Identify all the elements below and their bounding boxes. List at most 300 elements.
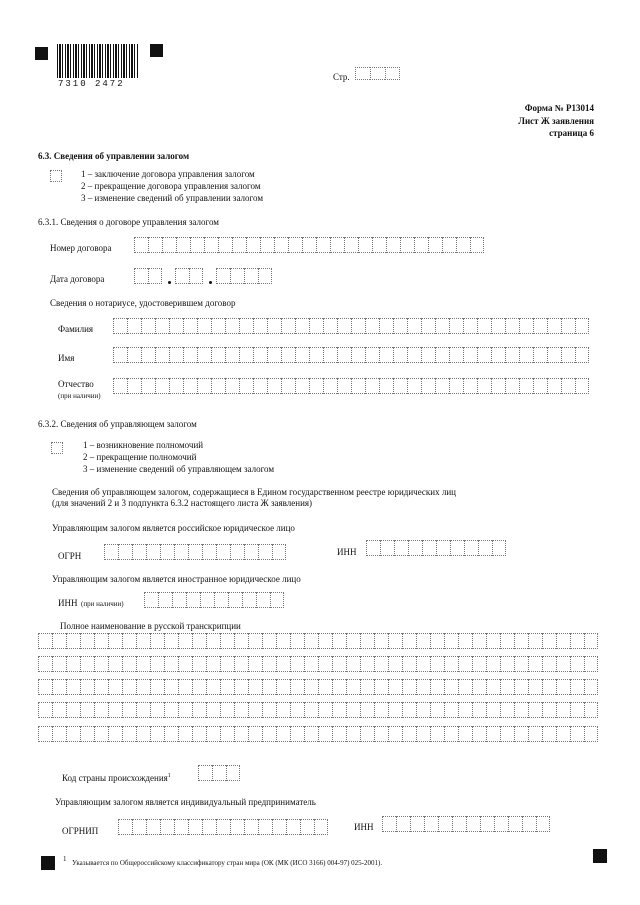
char-cell[interactable] — [272, 819, 286, 835]
char-cell[interactable] — [288, 237, 302, 253]
char-cell[interactable] — [393, 347, 407, 363]
char-cell[interactable] — [358, 237, 372, 253]
char-cell[interactable] — [360, 633, 374, 649]
char-cell[interactable] — [393, 378, 407, 394]
char-cell[interactable] — [262, 702, 276, 718]
page-number-cells[interactable] — [355, 67, 400, 80]
char-cell[interactable] — [533, 347, 547, 363]
char-cell[interactable] — [575, 378, 589, 394]
char-cell[interactable] — [505, 378, 519, 394]
char-cell[interactable] — [127, 378, 141, 394]
char-cell[interactable] — [365, 378, 379, 394]
char-cell[interactable] — [132, 544, 146, 560]
char-cell[interactable] — [449, 318, 463, 334]
char-cell[interactable] — [360, 726, 374, 742]
char-cell[interactable] — [500, 702, 514, 718]
char-cell[interactable] — [491, 378, 505, 394]
char-cell[interactable] — [570, 679, 584, 695]
char-cell[interactable] — [188, 819, 202, 835]
char-cell[interactable] — [388, 633, 402, 649]
char-cell[interactable] — [94, 702, 108, 718]
char-cell[interactable] — [276, 702, 290, 718]
char-cell[interactable] — [206, 656, 220, 672]
char-cell[interactable] — [386, 237, 400, 253]
char-cell[interactable] — [262, 679, 276, 695]
char-cell[interactable] — [366, 540, 380, 556]
char-cell[interactable] — [491, 318, 505, 334]
char-cell[interactable] — [80, 656, 94, 672]
char-cell[interactable] — [463, 318, 477, 334]
foreign-inn-cells[interactable] — [144, 592, 284, 608]
char-cell[interactable] — [132, 819, 146, 835]
char-cell[interactable] — [514, 726, 528, 742]
char-cell[interactable] — [402, 702, 416, 718]
char-cell[interactable] — [104, 544, 118, 560]
char-cell[interactable] — [38, 679, 52, 695]
char-cell[interactable] — [547, 378, 561, 394]
char-cell[interactable] — [346, 702, 360, 718]
char-cell[interactable] — [444, 679, 458, 695]
char-cell[interactable] — [169, 318, 183, 334]
char-cell[interactable] — [246, 237, 260, 253]
char-cell[interactable] — [570, 633, 584, 649]
char-cell[interactable] — [192, 726, 206, 742]
char-cell[interactable] — [276, 679, 290, 695]
char-cell[interactable] — [379, 318, 393, 334]
char-cell[interactable] — [38, 702, 52, 718]
char-cell[interactable] — [172, 592, 186, 608]
char-cell[interactable] — [127, 318, 141, 334]
char-cell[interactable] — [118, 544, 132, 560]
char-cell[interactable] — [262, 633, 276, 649]
contract-date-month[interactable] — [175, 268, 203, 284]
char-cell[interactable] — [435, 318, 449, 334]
char-cell[interactable] — [584, 633, 598, 649]
char-cell[interactable] — [472, 679, 486, 695]
char-cell[interactable] — [372, 237, 386, 253]
char-cell[interactable] — [435, 347, 449, 363]
char-cell[interactable] — [528, 679, 542, 695]
char-cell[interactable] — [472, 656, 486, 672]
char-cell[interactable] — [332, 726, 346, 742]
char-cell[interactable] — [164, 702, 178, 718]
char-cell[interactable] — [478, 540, 492, 556]
char-cell[interactable] — [428, 237, 442, 253]
char-cell[interactable] — [52, 702, 66, 718]
char-cell[interactable] — [374, 633, 388, 649]
char-cell[interactable] — [220, 679, 234, 695]
char-cell[interactable] — [584, 656, 598, 672]
char-cell[interactable] — [192, 679, 206, 695]
full-name-row-1[interactable] — [38, 633, 598, 649]
char-cell[interactable] — [122, 633, 136, 649]
char-cell[interactable] — [146, 544, 160, 560]
char-cell[interactable] — [519, 347, 533, 363]
char-cell[interactable] — [458, 633, 472, 649]
char-cell[interactable] — [204, 237, 218, 253]
char-cell[interactable] — [206, 702, 220, 718]
char-cell[interactable] — [108, 679, 122, 695]
char-cell[interactable] — [421, 347, 435, 363]
char-cell[interactable] — [464, 540, 478, 556]
char-cell[interactable] — [178, 633, 192, 649]
char-cell[interactable] — [186, 592, 200, 608]
char-cell[interactable] — [458, 702, 472, 718]
char-cell[interactable] — [374, 656, 388, 672]
char-cell[interactable] — [309, 347, 323, 363]
char-cell[interactable] — [318, 726, 332, 742]
full-name-row-4[interactable] — [38, 702, 598, 718]
char-cell[interactable] — [472, 702, 486, 718]
char-cell[interactable] — [216, 544, 230, 560]
char-cell[interactable] — [463, 347, 477, 363]
char-cell[interactable] — [188, 544, 202, 560]
char-cell[interactable] — [216, 819, 230, 835]
char-cell[interactable] — [234, 726, 248, 742]
char-cell[interactable] — [164, 726, 178, 742]
char-cell[interactable] — [584, 726, 598, 742]
char-cell[interactable] — [225, 318, 239, 334]
char-cell[interactable] — [486, 702, 500, 718]
char-cell[interactable] — [528, 726, 542, 742]
char-cell[interactable] — [290, 633, 304, 649]
char-cell[interactable] — [169, 347, 183, 363]
char-cell[interactable] — [570, 726, 584, 742]
char-cell[interactable] — [220, 633, 234, 649]
char-cell[interactable] — [66, 633, 80, 649]
char-cell[interactable] — [316, 237, 330, 253]
char-cell[interactable] — [244, 819, 258, 835]
patronymic-cells[interactable] — [113, 378, 589, 394]
char-cell[interactable] — [211, 318, 225, 334]
contract-date-day[interactable] — [134, 268, 162, 284]
char-cell[interactable] — [402, 726, 416, 742]
char-cell[interactable] — [355, 67, 370, 80]
char-cell[interactable] — [276, 656, 290, 672]
char-cell[interactable] — [230, 819, 244, 835]
char-cell[interactable] — [380, 540, 394, 556]
char-cell[interactable] — [470, 237, 484, 253]
char-cell[interactable] — [192, 633, 206, 649]
char-cell[interactable] — [136, 726, 150, 742]
char-cell[interactable] — [500, 679, 514, 695]
char-cell[interactable] — [290, 726, 304, 742]
char-cell[interactable] — [295, 378, 309, 394]
char-cell[interactable] — [323, 347, 337, 363]
char-cell[interactable] — [463, 378, 477, 394]
char-cell[interactable] — [164, 633, 178, 649]
char-cell[interactable] — [244, 268, 258, 284]
char-cell[interactable] — [148, 268, 162, 284]
char-cell[interactable] — [337, 318, 351, 334]
char-cell[interactable] — [248, 633, 262, 649]
char-cell[interactable] — [430, 656, 444, 672]
char-cell[interactable] — [239, 318, 253, 334]
char-cell[interactable] — [108, 726, 122, 742]
char-cell[interactable] — [309, 378, 323, 394]
char-cell[interactable] — [234, 702, 248, 718]
char-cell[interactable] — [113, 378, 127, 394]
full-name-row-2[interactable] — [38, 656, 598, 672]
char-cell[interactable] — [290, 702, 304, 718]
char-cell[interactable] — [486, 633, 500, 649]
char-cell[interactable] — [178, 702, 192, 718]
char-cell[interactable] — [108, 702, 122, 718]
char-cell[interactable] — [272, 544, 286, 560]
char-cell[interactable] — [346, 656, 360, 672]
char-cell[interactable] — [360, 702, 374, 718]
char-cell[interactable] — [323, 318, 337, 334]
char-cell[interactable] — [556, 702, 570, 718]
char-cell[interactable] — [225, 378, 239, 394]
char-cell[interactable] — [416, 726, 430, 742]
char-cell[interactable] — [332, 656, 346, 672]
char-cell[interactable] — [421, 318, 435, 334]
char-cell[interactable] — [150, 702, 164, 718]
char-cell[interactable] — [500, 656, 514, 672]
char-cell[interactable] — [416, 679, 430, 695]
char-cell[interactable] — [542, 726, 556, 742]
char-cell[interactable] — [332, 702, 346, 718]
char-cell[interactable] — [38, 656, 52, 672]
char-cell[interactable] — [262, 726, 276, 742]
char-cell[interactable] — [134, 268, 148, 284]
char-cell[interactable] — [300, 819, 314, 835]
char-cell[interactable] — [528, 633, 542, 649]
char-cell[interactable] — [514, 656, 528, 672]
char-cell[interactable] — [444, 702, 458, 718]
char-cell[interactable] — [337, 378, 351, 394]
char-cell[interactable] — [122, 702, 136, 718]
char-cell[interactable] — [430, 726, 444, 742]
char-cell[interactable] — [262, 656, 276, 672]
char-cell[interactable] — [220, 702, 234, 718]
char-cell[interactable] — [570, 656, 584, 672]
char-cell[interactable] — [556, 633, 570, 649]
char-cell[interactable] — [281, 347, 295, 363]
char-cell[interactable] — [150, 679, 164, 695]
char-cell[interactable] — [253, 318, 267, 334]
char-cell[interactable] — [442, 237, 456, 253]
char-cell[interactable] — [332, 679, 346, 695]
char-cell[interactable] — [410, 816, 424, 832]
char-cell[interactable] — [270, 592, 284, 608]
char-cell[interactable] — [216, 268, 230, 284]
char-cell[interactable] — [258, 268, 272, 284]
char-cell[interactable] — [214, 592, 228, 608]
char-cell[interactable] — [290, 656, 304, 672]
char-cell[interactable] — [141, 347, 155, 363]
char-cell[interactable] — [458, 656, 472, 672]
char-cell[interactable] — [430, 702, 444, 718]
char-cell[interactable] — [374, 726, 388, 742]
char-cell[interactable] — [218, 237, 232, 253]
char-cell[interactable] — [444, 656, 458, 672]
char-cell[interactable] — [80, 633, 94, 649]
char-cell[interactable] — [267, 347, 281, 363]
char-cell[interactable] — [332, 633, 346, 649]
char-cell[interactable] — [176, 237, 190, 253]
char-cell[interactable] — [226, 765, 240, 781]
char-cell[interactable] — [94, 656, 108, 672]
char-cell[interactable] — [183, 318, 197, 334]
char-cell[interactable] — [248, 679, 262, 695]
char-cell[interactable] — [211, 378, 225, 394]
char-cell[interactable] — [318, 679, 332, 695]
char-cell[interactable] — [267, 318, 281, 334]
char-cell[interactable] — [136, 633, 150, 649]
char-cell[interactable] — [400, 237, 414, 253]
char-cell[interactable] — [190, 237, 204, 253]
char-cell[interactable] — [304, 679, 318, 695]
char-cell[interactable] — [164, 679, 178, 695]
char-cell[interactable] — [458, 679, 472, 695]
char-cell[interactable] — [528, 656, 542, 672]
char-cell[interactable] — [248, 726, 262, 742]
char-cell[interactable] — [174, 819, 188, 835]
char-cell[interactable] — [346, 679, 360, 695]
char-cell[interactable] — [351, 318, 365, 334]
char-cell[interactable] — [556, 679, 570, 695]
char-cell[interactable] — [80, 679, 94, 695]
char-cell[interactable] — [351, 347, 365, 363]
char-cell[interactable] — [242, 592, 256, 608]
char-cell[interactable] — [220, 656, 234, 672]
char-cell[interactable] — [148, 237, 162, 253]
char-cell[interactable] — [449, 347, 463, 363]
char-cell[interactable] — [570, 702, 584, 718]
char-cell[interactable] — [202, 544, 216, 560]
char-cell[interactable] — [472, 726, 486, 742]
char-cell[interactable] — [492, 540, 506, 556]
char-cell[interactable] — [370, 67, 385, 80]
char-cell[interactable] — [477, 347, 491, 363]
char-cell[interactable] — [416, 702, 430, 718]
char-cell[interactable] — [379, 347, 393, 363]
char-cell[interactable] — [80, 702, 94, 718]
char-cell[interactable] — [500, 633, 514, 649]
char-cell[interactable] — [330, 237, 344, 253]
full-name-row-5[interactable] — [38, 726, 598, 742]
char-cell[interactable] — [52, 726, 66, 742]
char-cell[interactable] — [206, 679, 220, 695]
char-cell[interactable] — [514, 633, 528, 649]
char-cell[interactable] — [522, 816, 536, 832]
char-cell[interactable] — [258, 544, 272, 560]
char-cell[interactable] — [402, 633, 416, 649]
char-cell[interactable] — [230, 544, 244, 560]
char-cell[interactable] — [486, 726, 500, 742]
char-cell[interactable] — [547, 347, 561, 363]
char-cell[interactable] — [494, 816, 508, 832]
char-cell[interactable] — [155, 347, 169, 363]
char-cell[interactable] — [514, 702, 528, 718]
char-cell[interactable] — [309, 318, 323, 334]
char-cell[interactable] — [421, 378, 435, 394]
char-cell[interactable] — [542, 679, 556, 695]
char-cell[interactable] — [407, 378, 421, 394]
char-cell[interactable] — [52, 633, 66, 649]
char-cell[interactable] — [438, 816, 452, 832]
char-cell[interactable] — [304, 633, 318, 649]
char-cell[interactable] — [444, 726, 458, 742]
char-cell[interactable] — [388, 679, 402, 695]
char-cell[interactable] — [304, 726, 318, 742]
char-cell[interactable] — [302, 237, 316, 253]
char-cell[interactable] — [253, 378, 267, 394]
char-cell[interactable] — [183, 347, 197, 363]
char-cell[interactable] — [66, 726, 80, 742]
char-cell[interactable] — [318, 702, 332, 718]
char-cell[interactable] — [407, 347, 421, 363]
char-cell[interactable] — [118, 819, 132, 835]
char-cell[interactable] — [351, 378, 365, 394]
char-cell[interactable] — [408, 540, 422, 556]
char-cell[interactable] — [225, 347, 239, 363]
char-cell[interactable] — [144, 592, 158, 608]
char-cell[interactable] — [200, 592, 214, 608]
char-cell[interactable] — [379, 378, 393, 394]
char-cell[interactable] — [122, 656, 136, 672]
char-cell[interactable] — [519, 378, 533, 394]
char-cell[interactable] — [94, 633, 108, 649]
char-cell[interactable] — [253, 347, 267, 363]
char-cell[interactable] — [542, 656, 556, 672]
char-cell[interactable] — [416, 656, 430, 672]
char-cell[interactable] — [472, 633, 486, 649]
char-cell[interactable] — [52, 656, 66, 672]
char-cell[interactable] — [141, 318, 155, 334]
char-cell[interactable] — [304, 702, 318, 718]
char-cell[interactable] — [290, 679, 304, 695]
char-cell[interactable] — [444, 633, 458, 649]
char-cell[interactable] — [486, 656, 500, 672]
char-cell[interactable] — [52, 679, 66, 695]
char-cell[interactable] — [458, 726, 472, 742]
char-cell[interactable] — [561, 378, 575, 394]
char-cell[interactable] — [385, 67, 400, 80]
char-cell[interactable] — [206, 726, 220, 742]
char-cell[interactable] — [276, 633, 290, 649]
char-cell[interactable] — [234, 633, 248, 649]
char-cell[interactable] — [178, 726, 192, 742]
char-cell[interactable] — [402, 656, 416, 672]
char-cell[interactable] — [220, 726, 234, 742]
char-cell[interactable] — [337, 347, 351, 363]
char-cell[interactable] — [450, 540, 464, 556]
char-cell[interactable] — [178, 656, 192, 672]
char-cell[interactable] — [533, 318, 547, 334]
char-cell[interactable] — [108, 656, 122, 672]
char-cell[interactable] — [136, 702, 150, 718]
char-cell[interactable] — [480, 816, 494, 832]
char-cell[interactable] — [192, 656, 206, 672]
full-name-row-3[interactable] — [38, 679, 598, 695]
char-cell[interactable] — [536, 816, 550, 832]
char-cell[interactable] — [38, 726, 52, 742]
contract-number-cells[interactable] — [134, 237, 484, 253]
char-cell[interactable] — [198, 765, 212, 781]
country-code-cells[interactable] — [198, 765, 240, 781]
char-cell[interactable] — [260, 237, 274, 253]
char-cell[interactable] — [230, 268, 244, 284]
char-cell[interactable] — [314, 819, 328, 835]
char-cell[interactable] — [360, 656, 374, 672]
char-cell[interactable] — [575, 347, 589, 363]
char-cell[interactable] — [192, 702, 206, 718]
char-cell[interactable] — [141, 378, 155, 394]
char-cell[interactable] — [466, 816, 480, 832]
